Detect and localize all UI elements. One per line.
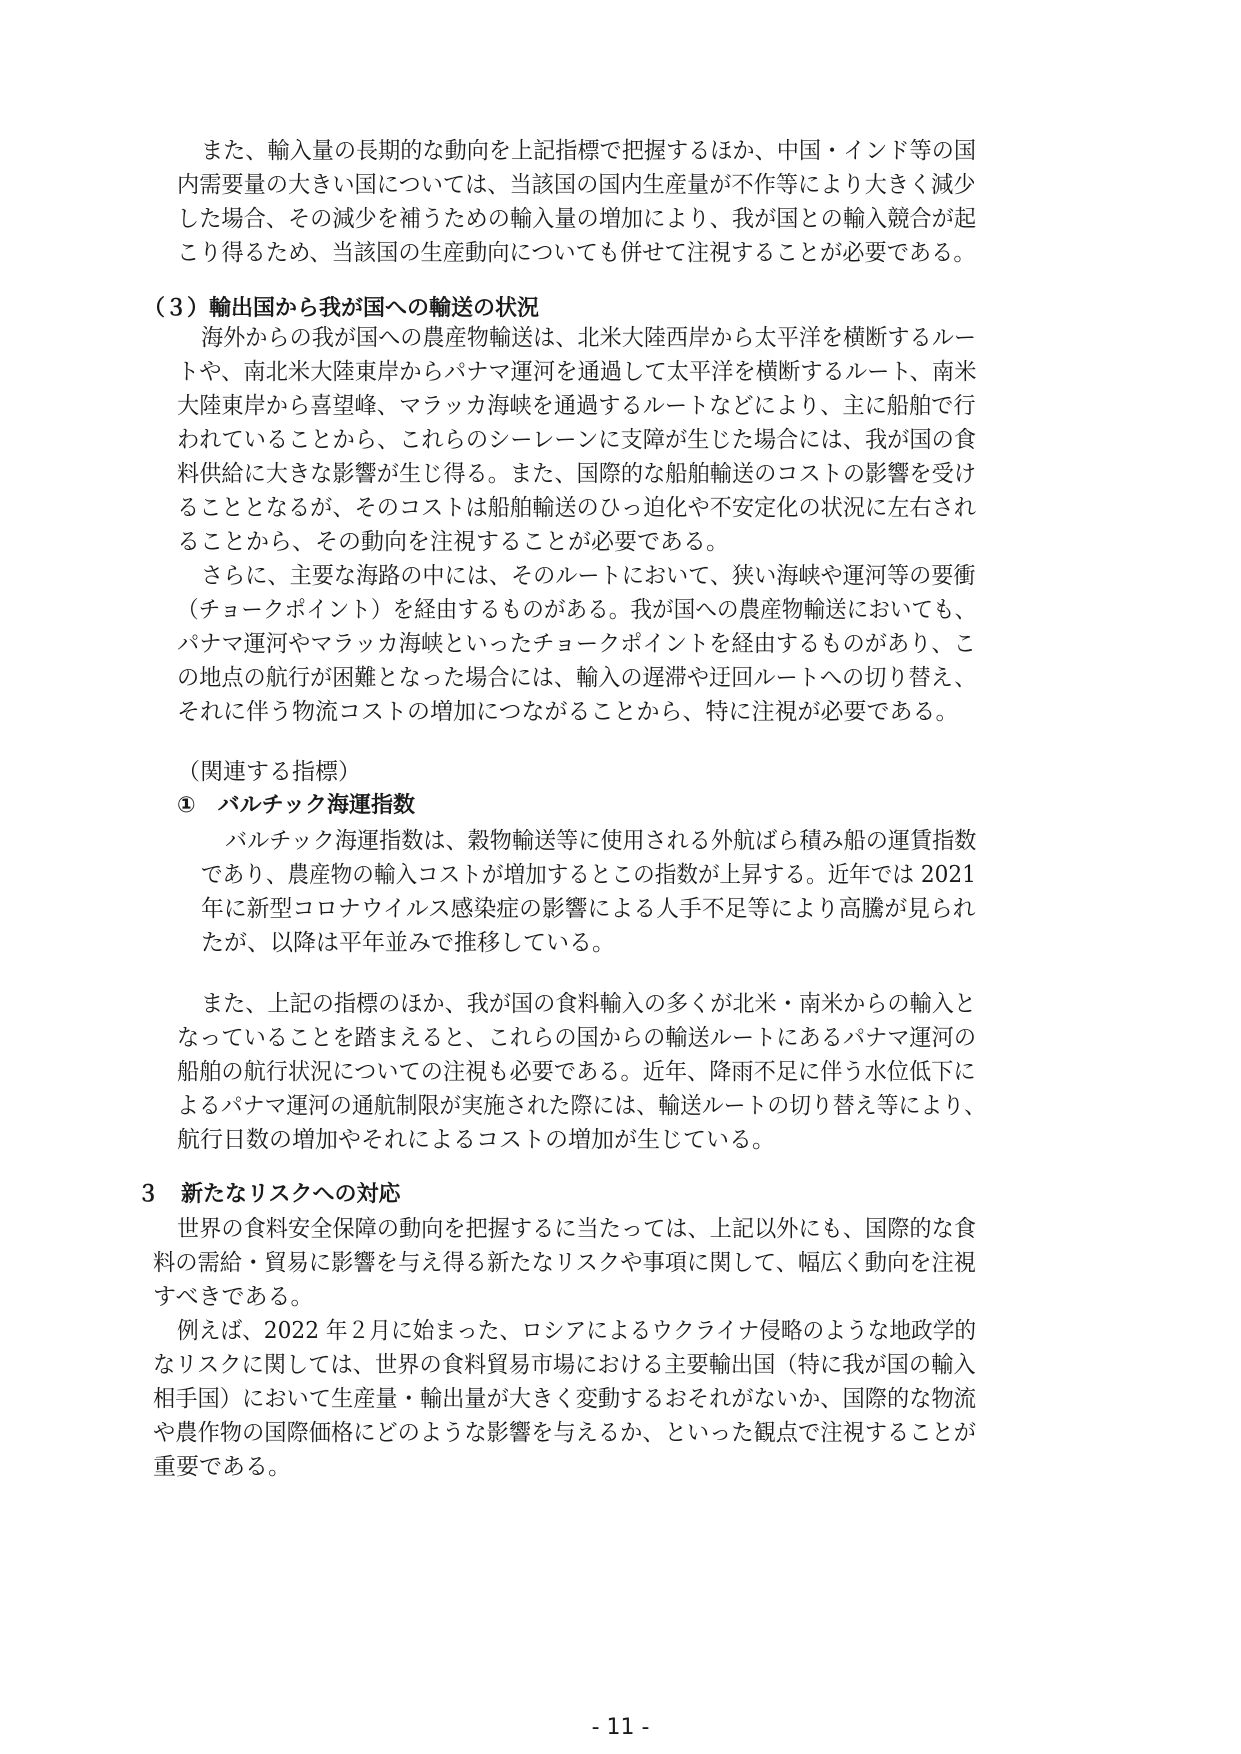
body-text-line: 船舶の航行状況についての注視も必要である。近年、降雨不足に伴う水位低下に — [177, 1059, 976, 1085]
page-number: - 11 - — [591, 1715, 650, 1740]
body-text-line: 内需要量の大きい国については、当該国の国内生産量が不作等により大きく減少 — [177, 172, 976, 198]
body-text-line: 料供給に大きな影響が生じ得る。また、国際的な船舶輸送のコストの影響を受け — [177, 461, 977, 487]
body-text-line: たが、以降は平年並みで推移している。 — [201, 930, 615, 956]
body-text-line: 相手国）において生産量・輸出量が大きく変動するおそれがないか、国際的な物流 — [153, 1386, 977, 1412]
related-indicators-label: （関連する指標） — [177, 759, 361, 785]
body-text-line: 航行日数の増加やそれによるコストの増加が生じている。 — [177, 1127, 775, 1153]
body-text-line: （チョークポイント）を経由するものがある。我が国への農産物輸送においても、 — [177, 597, 977, 623]
body-text-line: や農作物の国際価格にどのような影響を与えるか、といった観点で注視することが — [153, 1420, 977, 1446]
body-text-line: パナマ運河やマラッカ海峡といったチョークポイントを経由するものがあり、こ — [177, 631, 976, 657]
body-text-line: バルチック海運指数は、穀物輸送等に使用される外航ばら積み船の運賃指数 — [225, 828, 977, 854]
body-text-line: した場合、その減少を補うための輸入量の増加により、我が国との輸入競合が起 — [177, 206, 977, 232]
body-text-line: さらに、主要な海路の中には、そのルートにおいて、狭い海峡や運河等の要衝 — [201, 563, 976, 589]
body-text-line: であり、農産物の輸入コストが増加するとこの指数が上昇する。近年では 2021 — [201, 862, 976, 888]
body-text-line: なっていることを踏まえると、これらの国からの輸送ルートにあるパナマ運河の — [177, 1025, 977, 1051]
body-text-line: ることから、その動向を注視することが必要である。 — [177, 529, 729, 555]
body-text-line: われていることから、これらのシーレーンに支障が生じた場合には、我が国の食 — [177, 427, 977, 453]
body-text-line: また、輸入量の長期的な動向を上記指標で把握するほか、中国・インド等の国 — [201, 138, 976, 164]
body-text-line: 例えば、2022 年２月に始まった、ロシアによるウクライナ侵略のような地政学的 — [177, 1318, 977, 1344]
body-text-line: すべきである。 — [153, 1284, 314, 1310]
body-text-line: トや、南北米大陸東岸からパナマ運河を通過して太平洋を横断するルート、南米 — [177, 359, 977, 385]
section-heading: ３ 新たなリスクへの対応 — [137, 1182, 401, 1207]
body-text-line: の地点の航行が困難となった場合には、輸入の遅滞や迂回ルートへの切り替え、 — [177, 665, 977, 691]
body-text-line: よるパナマ運河の通航制限が実施された際には、輸送ルートの切り替え等により、 — [177, 1093, 986, 1119]
indicator-heading: ① バルチック海運指数 — [177, 793, 415, 818]
body-text-line: なリスクに関しては、世界の食料貿易市場における主要輸出国（特に我が国の輸入 — [153, 1352, 976, 1378]
body-text-line: 料の需給・貿易に影響を与え得る新たなリスクや事項に関して、幅広く動向を注視 — [153, 1250, 977, 1276]
body-text-line: 海外からの我が国への農産物輸送は、北米大陸西岸から太平洋を横断するルー — [201, 325, 976, 351]
body-text-line: また、上記の指標のほか、我が国の食料輸入の多くが北米・南米からの輸入と — [201, 991, 976, 1017]
section-heading: （３）輸出国から我が国への輸送の状況 — [143, 296, 540, 321]
body-text-line: 世界の食料安全保障の動向を把握するに当たっては、上記以外にも、国際的な食 — [177, 1216, 977, 1242]
body-text-line: 年に新型コロナウイルス感染症の影響による人手不足等により高騰が見られ — [201, 896, 976, 922]
body-text-line: 重要である。 — [153, 1454, 291, 1480]
body-text-line: それに伴う物流コストの増加につながることから、特に注視が必要である。 — [177, 699, 959, 725]
body-text-line: こり得るため、当該国の生産動向についても併せて注視することが必要である。 — [177, 240, 976, 266]
body-text-line: ることとなるが、そのコストは船舶輸送のひっ迫化や不安定化の状況に左右され — [177, 495, 977, 521]
body-text-line: 大陸東岸から喜望峰、マラッカ海峡を通過するルートなどにより、主に船舶で行 — [177, 393, 976, 419]
